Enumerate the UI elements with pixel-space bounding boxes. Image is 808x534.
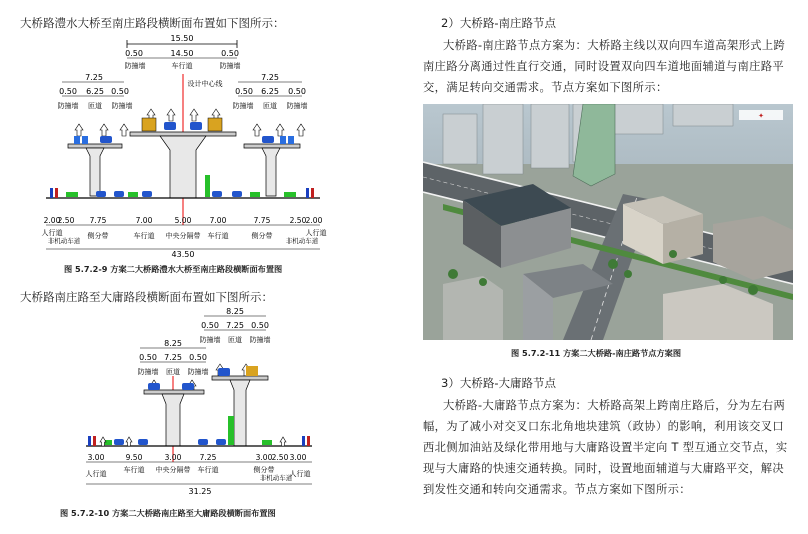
figure-caption-3: 图 5.7.2-11 方案二大桥路-南庄路节点方案图 xyxy=(511,348,682,358)
label-bottom: 中央分隔带 xyxy=(165,232,201,240)
label-right-ramp: 匝道 xyxy=(263,102,277,110)
label-bottom: 人行道 xyxy=(305,229,327,237)
label-upper: 防撞墙 xyxy=(199,336,221,344)
dim-left-total: 7.25 xyxy=(85,73,103,82)
label-bottom: 非机动车道 xyxy=(47,237,81,245)
heading-section-4: 3）大桥路-大庸路节点 xyxy=(441,376,556,390)
heading-section-1: 大桥路澧水大桥至南庄路段横断面布置如下图所示： xyxy=(20,16,285,30)
label-bottom-2: 非机动车道 xyxy=(259,474,293,482)
dim-left2-total: 8.25 xyxy=(164,339,182,348)
dim-bottom: 7.00 xyxy=(209,216,227,225)
label-left-ramp: 防撞墙 xyxy=(57,102,79,110)
dim-right-total: 7.25 xyxy=(261,73,279,82)
dim-bottom-2: 3.00 xyxy=(255,453,273,462)
label-left2: 防撞墙 xyxy=(187,368,209,376)
dim-upper-total: 8.25 xyxy=(226,307,244,316)
dim-bottom: 2.00 xyxy=(43,216,61,225)
dim-top-total: 15.50 xyxy=(170,34,194,43)
cross-section-figure-2 xyxy=(80,306,320,498)
label-bottom: 侧分带 xyxy=(87,232,109,240)
dim-bottom-total: 43.50 xyxy=(171,250,195,259)
dim-left-part: 6.25 xyxy=(86,87,104,96)
dim-top-part: 0.50 xyxy=(221,49,239,58)
dim-right-part: 0.50 xyxy=(235,87,253,96)
heading-section-2: 大桥路南庄路至大庸路段横断面布置如下图所示： xyxy=(20,290,273,304)
dim-left-part: 0.50 xyxy=(59,87,77,96)
dim-upper-part: 7.25 xyxy=(226,321,244,330)
dim-left2-part: 7.25 xyxy=(164,353,182,362)
label-left2: 防撞墙 xyxy=(137,368,159,376)
dim-bottom: 2.50 xyxy=(57,216,75,225)
label-bottom: 车行道 xyxy=(207,232,229,240)
label-bottom-2: 侧分带 xyxy=(253,466,275,474)
cross-section-figure-1 xyxy=(40,30,340,262)
label-bottom: 非机动车道 xyxy=(285,237,319,245)
label-bottom: 侧分带 xyxy=(251,232,273,240)
dim-left2-part: 0.50 xyxy=(189,353,207,362)
label-top: 防撞墙 xyxy=(124,62,146,70)
dim-bottom: 7.75 xyxy=(253,216,271,225)
label-bottom: 车行道 xyxy=(133,232,155,240)
dim-bottom-2: 7.25 xyxy=(199,453,217,462)
dim-upper-part: 0.50 xyxy=(251,321,269,330)
dim-bottom-2: 9.50 xyxy=(125,453,143,462)
dim-right-part: 0.50 xyxy=(288,87,306,96)
figure-caption-1: 图 5.7.2-9 方案二大桥路澧水大桥至南庄路段横断面布置图 xyxy=(64,264,283,274)
label-bottom: 人行道 xyxy=(41,229,63,237)
dim-top-part: 14.50 xyxy=(170,49,194,58)
label-top: 车行道 xyxy=(171,62,193,70)
label-bottom-2: 人行道 xyxy=(289,470,311,478)
dim-right-part: 6.25 xyxy=(261,87,279,96)
label-top: 防撞墙 xyxy=(219,62,241,70)
label-bottom-2: 中央分隔带 xyxy=(155,466,191,474)
dim-bottom: 7.00 xyxy=(135,216,153,225)
dim-bottom: 2.00 xyxy=(305,216,323,225)
dim-bottom-total-2: 31.25 xyxy=(188,487,212,496)
dim-bottom-2: 3.00 xyxy=(164,453,182,462)
dim-upper-part: 0.50 xyxy=(201,321,219,330)
figure-caption-2: 图 5.7.2-10 方案二大桥路南庄路至大庸路段横断面布置图 xyxy=(60,508,276,518)
dim-bottom-2: 2.50 xyxy=(271,453,289,462)
label-right-ramp: 防撞墙 xyxy=(286,102,308,110)
dim-top-part: 0.50 xyxy=(125,49,143,58)
aerial-rendering-image xyxy=(423,104,793,340)
label-centerline: 设计中心线 xyxy=(187,80,223,88)
label-upper: 匝道 xyxy=(228,336,242,344)
label-left-ramp: 防撞墙 xyxy=(111,102,133,110)
label-right-ramp: 防撞墙 xyxy=(232,102,254,110)
dim-bottom: 2.50 xyxy=(289,216,307,225)
ground-vehicles-2 xyxy=(88,436,310,446)
svg-text:✦: ✦ xyxy=(758,112,764,120)
label-left-ramp: 匝道 xyxy=(88,102,102,110)
label-bottom-2: 车行道 xyxy=(197,466,219,474)
paragraph-node-nanzhuang: 大桥路-南庄路节点方案为：大桥路主线以双向四车道高架形式上跨南庄路分离通过性直行交通，同时设置双向四车道地面辅道与南庄路平交，满足转向交通需求。节点方案如下图所示： xyxy=(423,39,786,94)
dim-bottom: 5.00 xyxy=(174,216,192,225)
dim-left-part: 0.50 xyxy=(111,87,129,96)
heading-section-3: 2）大桥路-南庄路节点 xyxy=(441,16,556,30)
dim-bottom-2: 3.00 xyxy=(289,453,307,462)
label-left2: 匝道 xyxy=(166,368,180,376)
label-bottom-2: 人行道 xyxy=(85,470,107,478)
paragraph-node-dayong: 大桥路-大庸路节点方案为：大桥路高架上跨南庄路后，分为左右两幅，为了减小对交叉口东北角地块建筑（政协）的影响，利用该交叉口西北侧加油站及绿化带用地与大庸路设置半定向 T 型互通立交节点，实现与大庸路的快速交通转换。同时，设置地面辅道与大庸路平交，解决到发性交通和转向交通需求。节点方案如下图所示： xyxy=(423,399,788,496)
dim-bottom-2: 3.00 xyxy=(87,453,105,462)
dim-bottom: 7.75 xyxy=(89,216,107,225)
label-bottom-2: 车行道 xyxy=(123,466,145,474)
dim-left2-part: 0.50 xyxy=(139,353,157,362)
label-upper: 防撞墙 xyxy=(249,336,271,344)
